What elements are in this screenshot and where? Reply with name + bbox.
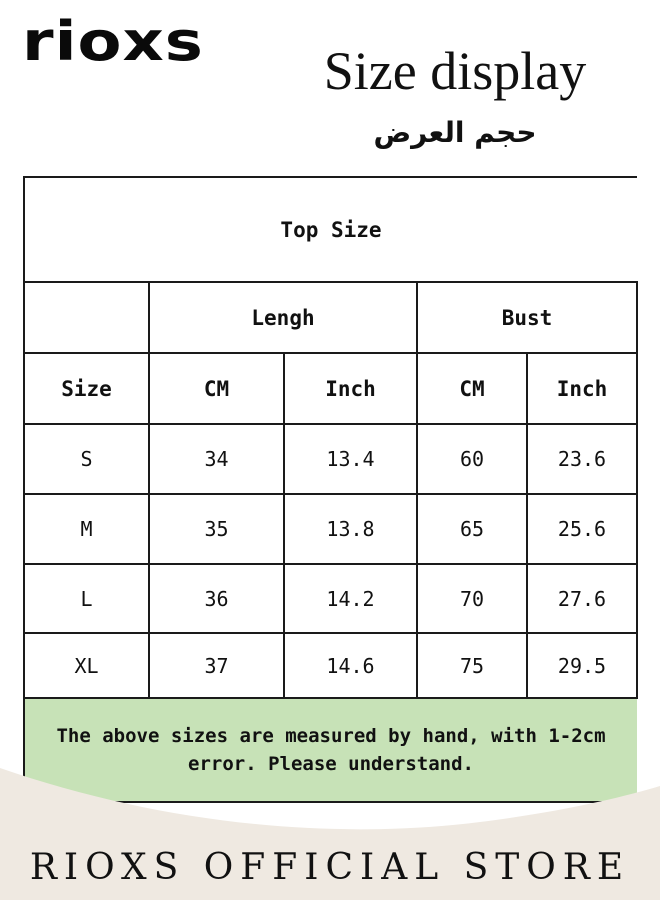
column-header-length-cm: CM xyxy=(149,353,284,424)
cell-bust-inch: 25.6 xyxy=(527,494,637,564)
cell-size: M xyxy=(24,494,149,564)
store-name: RIOXS OFFICIAL STORE xyxy=(29,847,631,888)
brand-logo: rioxs xyxy=(22,10,204,74)
group-header-length: Lengh xyxy=(149,282,417,353)
cell-bust-cm: 75 xyxy=(417,633,527,698)
cell-length-inch: 13.8 xyxy=(284,494,417,564)
cell-length-inch: 14.6 xyxy=(284,633,417,698)
table-row xyxy=(24,564,637,633)
cell-bust-inch: 29.5 xyxy=(527,633,637,698)
column-header-bust-cm: CM xyxy=(417,353,527,424)
table-title-row xyxy=(24,177,637,282)
column-header-row xyxy=(24,353,637,424)
cell-bust-inch: 23.6 xyxy=(527,424,637,494)
cell-length-inch: 13.4 xyxy=(284,424,417,494)
group-header-bust: Bust xyxy=(417,282,637,353)
group-header-row xyxy=(24,282,637,353)
cell-length-cm: 37 xyxy=(149,633,284,698)
cell-size: S xyxy=(24,424,149,494)
table-row xyxy=(24,494,637,564)
table-row xyxy=(24,424,637,494)
size-chart-table xyxy=(23,176,638,803)
cell-bust-cm: 60 xyxy=(417,424,527,494)
cell-length-inch: 14.2 xyxy=(284,564,417,633)
cell-bust-cm: 65 xyxy=(417,494,527,564)
cell-bust-inch: 27.6 xyxy=(527,564,637,633)
page-title: Size display xyxy=(323,41,587,101)
cell-size: XL xyxy=(24,633,149,698)
cell-length-cm: 35 xyxy=(149,494,284,564)
column-header-bust-inch: Inch xyxy=(527,353,637,424)
cell-bust-cm: 70 xyxy=(417,564,527,633)
group-header-empty xyxy=(24,282,149,353)
column-header-length-inch: Inch xyxy=(284,353,417,424)
measurement-note: The above sizes are measured by hand, with 1-2cm error. Please understand. xyxy=(24,698,637,802)
cell-length-cm: 34 xyxy=(149,424,284,494)
cell-size: L xyxy=(24,564,149,633)
table-title: Top Size xyxy=(24,177,637,282)
page-subtitle-arabic: حجم العرض xyxy=(373,116,537,149)
table-row xyxy=(24,633,637,698)
column-header-size: Size xyxy=(24,353,149,424)
cell-length-cm: 36 xyxy=(149,564,284,633)
